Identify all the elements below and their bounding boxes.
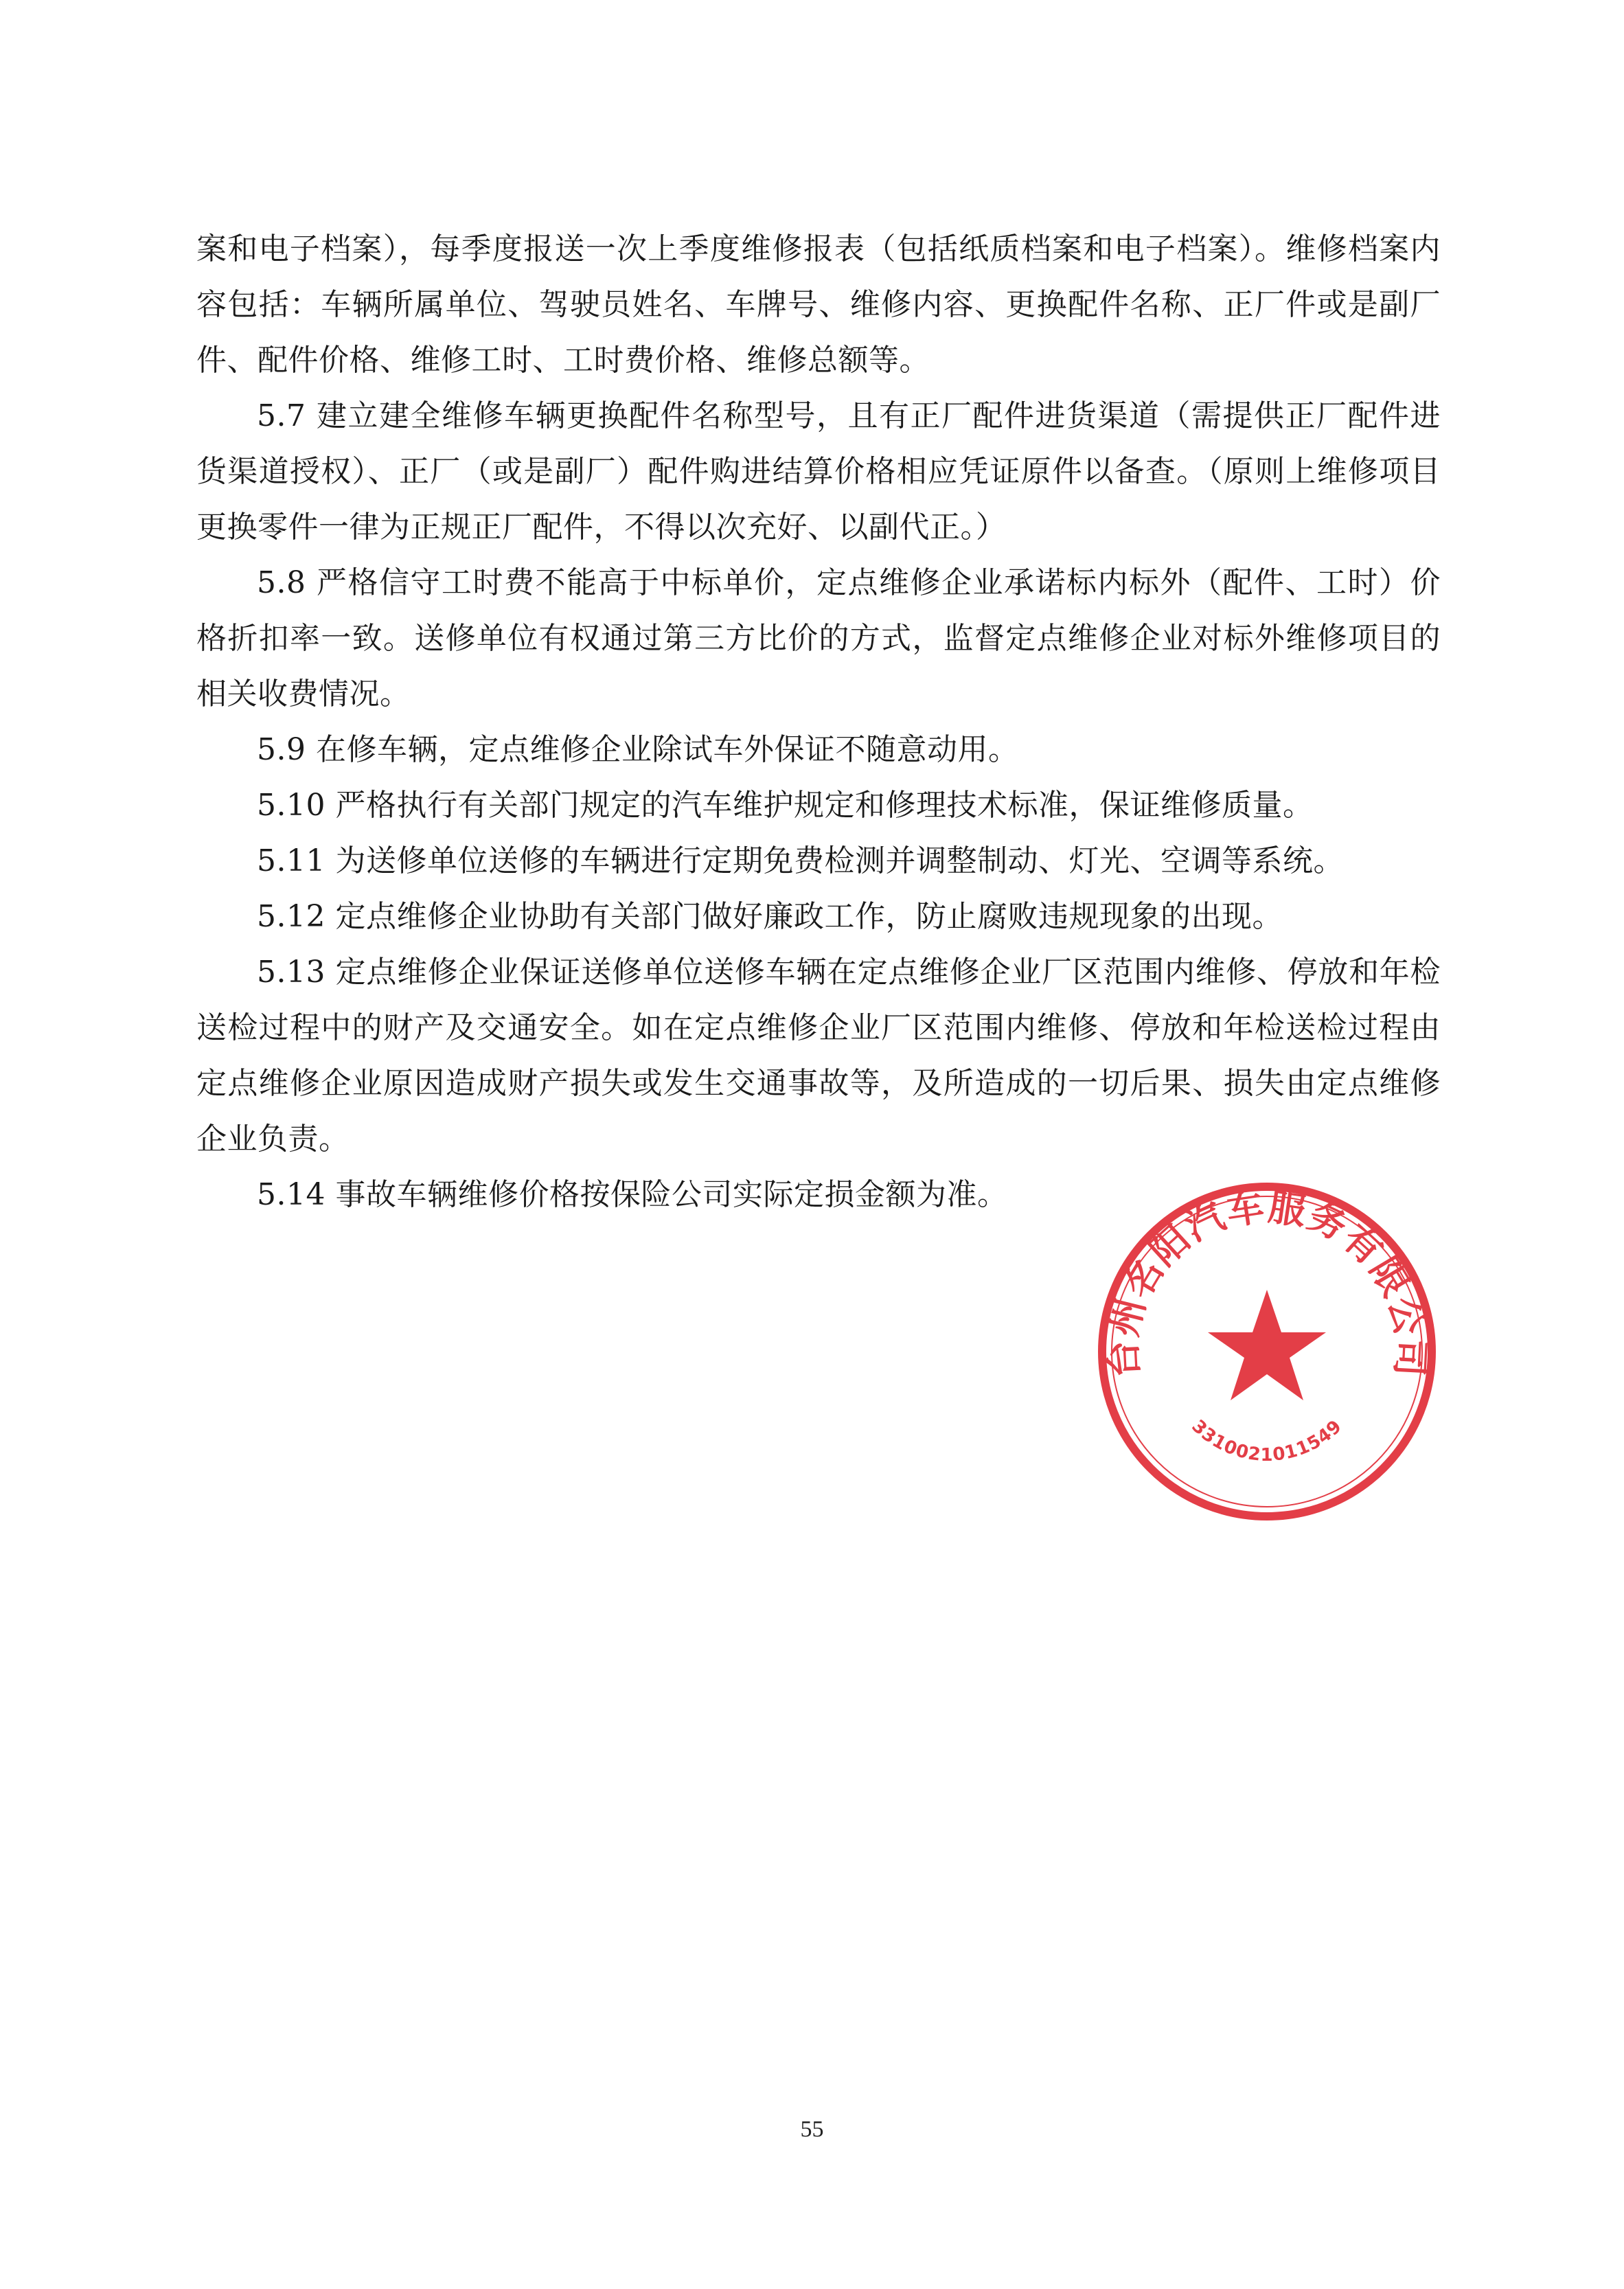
- body-text: [196, 221, 1441, 1222]
- page-number: 55: [800, 2117, 824, 2142]
- clause-5-10: 5.10 严格执行有关部门规定的汽车维护规定和修理技术标准，保证维修质量。: [257, 788, 1314, 823]
- paragraph-continuation: 案和电子档案），每季度报送一次上季度维修报表（包括纸质档案和电子档案）。维修档案内容包括：车辆所属单位、驾驶员姓名、车牌号、维修内容、更换配件名称、正厂件或是副厂件、配件价格、维修工时、工时费价格、维修总额等。: [196, 231, 1441, 378]
- seal-star-icon: [1208, 1290, 1326, 1400]
- clause-5-11: 5.11 为送修单位送修的车辆进行定期免费检测并调整制动、灯光、空调等系统。: [257, 843, 1344, 878]
- clause-5-12: 5.12 定点维修企业协助有关部门做好廉政工作，防止腐败违规现象的出现。: [257, 899, 1283, 934]
- seal-company-name: 台州名阳汽车服务有限公司: [1100, 1184, 1434, 1379]
- clause-5-7: 5.7 建立建全维修车辆更换配件名称型号，且有正厂配件进货渠道（需提供正厂配件进货渠道授权）、正厂（或是副厂）配件购进结算价格相应凭证原件以备查。（原则上维修项目更换零件一律为正规正厂配件，不得以次充好、以副代正。）: [196, 398, 1441, 545]
- clause-5-13: 5.13 定点维修企业保证送修单位送修车辆在定点维修企业厂区范围内维修、停放和年检送检过程中的财产及交通安全。如在定点维修企业厂区范围内维修、停放和年检送检过程由定点维修企业原因造成财产损失或发生交通事故等，及所造成的一切后果、损失由定点维修企业负责。: [196, 955, 1441, 1157]
- clause-5-9: 5.9 在修车辆，定点维修企业除试车外保证不随意动用。: [257, 732, 1019, 767]
- clause-5-8: 5.8 严格信守工时费不能高于中标单价，定点维修企业承诺标内标外（配件、工时）价格折扣率一致。送修单位有权通过第三方比价的方式，监督定点维修企业对标外维修项目的相关收费情况。: [196, 565, 1441, 711]
- company-seal: [1095, 1180, 1439, 1523]
- seal-registration-number: 3310021011549: [1187, 1415, 1347, 1466]
- clause-5-14: 5.14 事故车辆维修价格按保险公司实际定损金额为准。: [257, 1177, 1008, 1212]
